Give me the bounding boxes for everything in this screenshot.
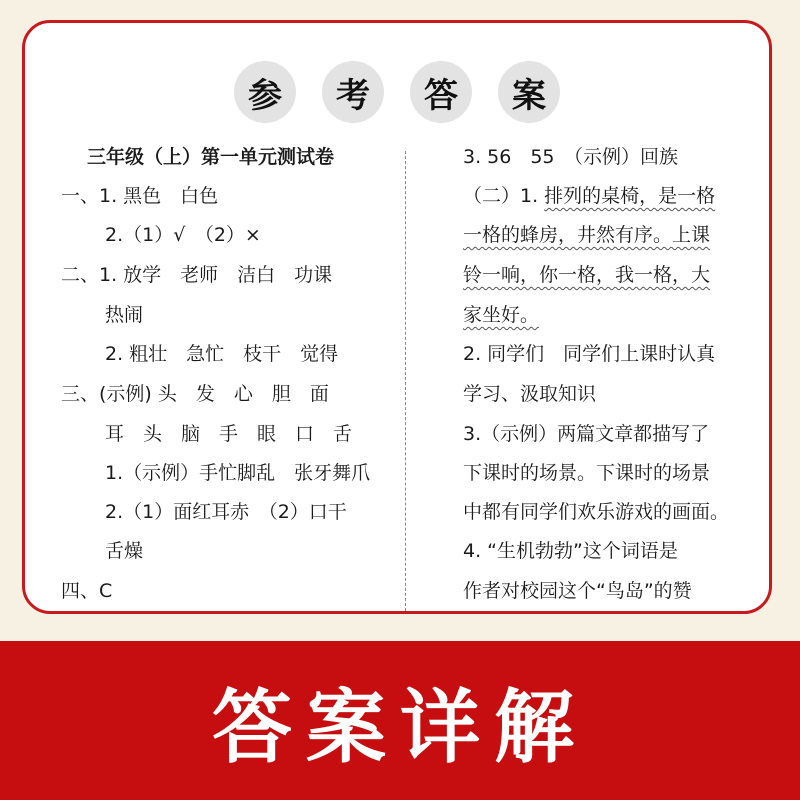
answer-line: 下课时的场景。下课时的场景	[463, 462, 711, 484]
answer-line: 2.（1）√ （2）×	[105, 224, 261, 246]
title-char-4: 案	[498, 61, 560, 123]
answer-line: 3.（示例）两篇文章都描写了	[463, 423, 710, 445]
title-char-2: 考	[322, 61, 384, 123]
answer-line: 三、(示例) 头 发 心 胆 面	[61, 383, 329, 405]
wavy-underlined-text: 排列的桌椅，是一格	[544, 185, 716, 207]
answer-line: 学习、汲取知识	[463, 383, 597, 405]
column-divider	[405, 151, 406, 611]
answer-line: 二、1. 放学 老师 洁白 功课	[61, 264, 333, 286]
bottom-banner	[0, 641, 800, 800]
answer-line: 1.（示例）手忙脚乱 张牙舞爪	[105, 462, 371, 484]
answer-line: 作者对校园这个“鸟岛”的赞	[463, 580, 692, 602]
answer-card	[22, 20, 772, 614]
wavy-underlined-text: 铃一响，你一格，我一格，大	[463, 264, 711, 286]
answer-line: 3. 56 55 （示例）回族	[463, 146, 679, 168]
wavy-underlined-text: 一格的蜂房，井然有序。上课	[463, 224, 711, 246]
answer-line: 一、1. 黑色 白色	[61, 185, 219, 207]
title-char-1: 参	[234, 61, 296, 123]
answer-line: 2. 粗壮 急忙 枝干 觉得	[105, 343, 339, 365]
answer-line: 4. “生机勃勃”这个词语是	[463, 540, 678, 562]
answer-line: 舌燥	[105, 540, 144, 562]
answer-line: 2.（1）面红耳赤 （2）口干	[105, 501, 347, 523]
answer-line	[463, 183, 715, 209]
title-row	[25, 61, 769, 123]
answer-line: 四、C	[61, 580, 113, 602]
answer-line: 耳 头 脑 手 眼 口 舌	[105, 423, 353, 445]
answer-line: 中都有同学们欢乐游戏的画面。	[463, 501, 730, 523]
answer-line: 热闹	[105, 304, 144, 326]
wavy-underlined-text: 家坐好。	[463, 304, 540, 326]
test-title: 三年级（上）第一单元测试卷	[87, 146, 335, 168]
title-char-3: 答	[410, 61, 472, 123]
banner-title: 答案详解	[212, 681, 588, 774]
answer-prefix: （二）1.	[463, 185, 545, 207]
answer-line: 2. 同学们 同学们上课时认真	[463, 343, 716, 365]
